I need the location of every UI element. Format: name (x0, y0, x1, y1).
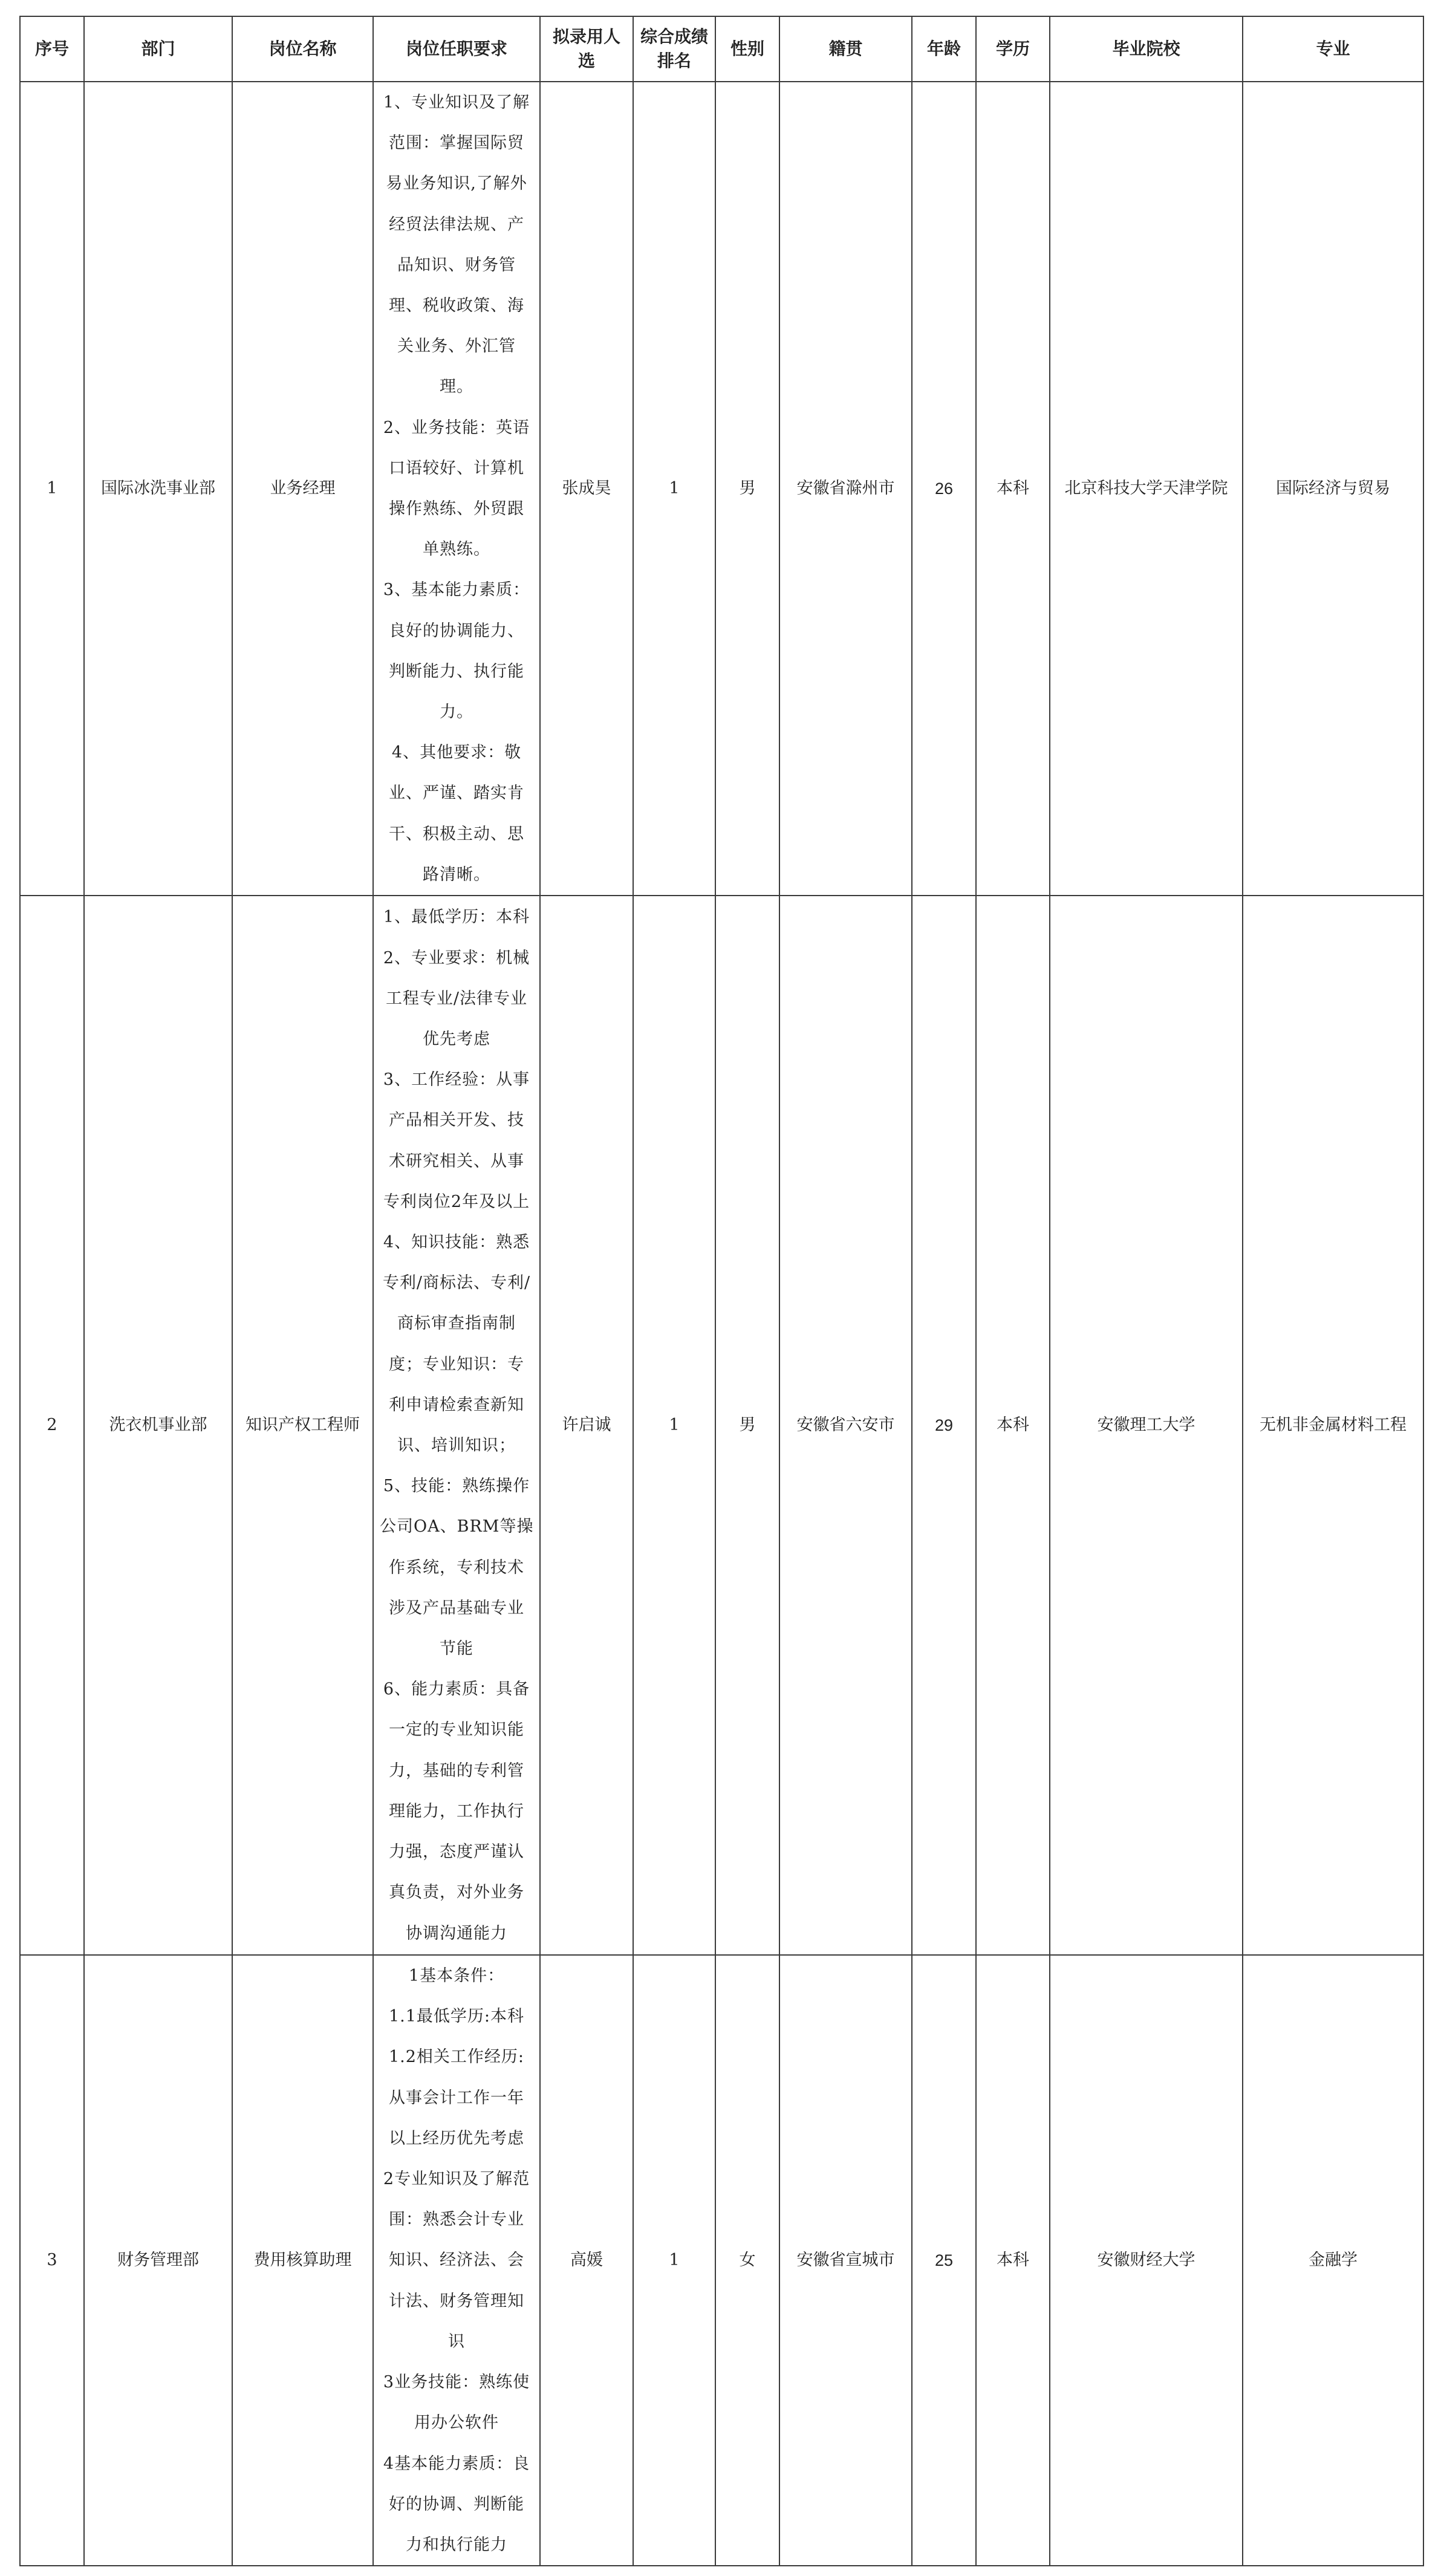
requirement-line: 力强，态度严谨认 (389, 1843, 524, 1862)
requirement-line: 易业务知识,了解外 (386, 174, 527, 194)
requirement-line: 专利/商标法、专利/ (382, 1273, 531, 1293)
cell-candidate: 高媛 (540, 1955, 633, 2566)
cell-hometown: 安徽省宣城市 (779, 1955, 912, 2566)
header-school: 毕业院校 (1050, 16, 1243, 82)
requirement-line: 一定的专业知识能 (389, 1720, 524, 1740)
requirement-line: 专利岗位2年及以上 (383, 1192, 530, 1211)
cell-department: 洗衣机事业部 (84, 896, 232, 1955)
requirement-line: 3、工作经验：从事 (383, 1070, 530, 1090)
requirement-line: 品知识、财务管 (397, 255, 516, 275)
header-gender: 性别 (715, 16, 779, 82)
requirement-line: 公司OA、BRM等操 (380, 1517, 534, 1537)
requirement-line: 节能 (440, 1639, 473, 1659)
requirement-line: 判断能力、执行能 (389, 662, 524, 681)
header-requirements: 岗位任职要求 (373, 16, 540, 82)
table-row (20, 82, 1423, 896)
requirement-line: 协调沟通能力 (406, 1924, 507, 1943)
requirement-line: 理、税收政策、海 (389, 296, 524, 316)
cell-age: 26 (912, 82, 976, 896)
cell-school: 北京科技大学天津学院 (1050, 82, 1243, 896)
requirement-line: 1.1最低学历:本科 (388, 2007, 525, 2026)
table-row (20, 896, 1423, 1955)
requirement-line: 度；专业知识：专 (389, 1355, 524, 1374)
cell-position: 费用核算助理 (232, 1955, 373, 2566)
requirement-line: 经贸法律法规、产 (389, 215, 524, 234)
requirement-line: 路清晰。 (423, 865, 490, 884)
requirement-line: 识、培训知识； (397, 1436, 516, 1456)
cell-major: 无机非金属材料工程 (1243, 896, 1423, 1955)
cell-rank: 1 (633, 1955, 715, 2566)
cell-school: 安徽理工大学 (1050, 896, 1243, 1955)
cell-candidate: 许启诚 (540, 896, 633, 1955)
header-age: 年龄 (912, 16, 976, 82)
cell-gender: 男 (715, 82, 779, 896)
requirement-line: 围：熟悉会计专业 (389, 2210, 524, 2230)
header-candidate: 拟录用人选 (540, 16, 633, 82)
cell-age: 29 (912, 896, 976, 1955)
cell-requirements (373, 82, 540, 896)
requirement-line: 3业务技能：熟练使 (383, 2373, 530, 2392)
cell-major: 金融学 (1243, 1955, 1423, 2566)
requirement-line: 单熟练。 (423, 540, 490, 559)
requirement-line: 好的协调、判断能 (389, 2494, 524, 2514)
cell-education: 本科 (976, 82, 1050, 896)
cell-education: 本科 (976, 1955, 1050, 2566)
requirement-line: 从事会计工作一年 (389, 2088, 524, 2107)
requirement-line: 力。 (440, 703, 473, 722)
cell-hometown: 安徽省滁州市 (779, 82, 912, 896)
header-hometown: 籍贯 (779, 16, 912, 82)
cell-hometown: 安徽省六安市 (779, 896, 912, 1955)
requirement-line: 作系统，专利技术 (389, 1558, 524, 1577)
requirement-line: 理能力，工作执行 (389, 1801, 524, 1821)
requirement-line: 4基本能力素质：良 (383, 2454, 530, 2473)
requirement-line: 力，基础的专利管 (389, 1761, 524, 1780)
cell-candidate: 张成昊 (540, 82, 633, 896)
header-position: 岗位名称 (232, 16, 373, 82)
requirement-line: 4、知识技能：熟悉 (383, 1233, 530, 1252)
requirement-line: 业、严谨、踏实肯 (389, 784, 524, 803)
cell-department: 国际冰洗事业部 (84, 82, 232, 896)
table-row (20, 1955, 1423, 2566)
cell-rank: 1 (633, 82, 715, 896)
requirement-line: 优先考虑 (423, 1030, 490, 1049)
requirement-line: 口语较好、计算机 (389, 458, 524, 478)
requirement-line: 理。 (440, 377, 473, 397)
requirement-line: 以上经历优先考虑 (389, 2129, 524, 2148)
cell-gender: 女 (715, 1955, 779, 2566)
requirement-line: 6、能力素质：具备 (383, 1680, 530, 1699)
cell-gender: 男 (715, 896, 779, 1955)
cell-seq: 2 (20, 896, 84, 1955)
cell-rank: 1 (633, 896, 715, 1955)
requirement-line: 2专业知识及了解范 (383, 2170, 530, 2189)
cell-school: 安徽财经大学 (1050, 1955, 1243, 2566)
requirement-line: 干、积极主动、思 (389, 824, 524, 844)
requirement-line: 商标审查指南制 (397, 1314, 516, 1333)
requirement-line: 力和执行能力 (406, 2535, 507, 2554)
cell-seq: 1 (20, 82, 84, 896)
header-department: 部门 (84, 16, 232, 82)
requirement-line: 范围：掌握国际贸 (389, 134, 524, 153)
requirement-line: 2、专业要求：机械 (383, 948, 530, 968)
requirement-line: 利申请检索查新知 (389, 1395, 524, 1414)
requirement-line: 操作熟练、外贸跟 (389, 499, 524, 519)
cell-seq: 3 (20, 1955, 84, 2566)
requirement-line: 4、其他要求：敬 (391, 743, 522, 763)
cell-department: 财务管理部 (84, 1955, 232, 2566)
requirement-line: 真负责，对外业务 (389, 1883, 524, 1902)
requirement-line: 1、专业知识及了解 (383, 93, 530, 112)
header-major: 专业 (1243, 16, 1423, 82)
requirement-line: 知识、经济法、会 (389, 2251, 524, 2270)
requirement-line: 识 (448, 2332, 465, 2351)
table-body (20, 82, 1423, 2566)
requirement-line: 术研究相关、从事 (389, 1151, 524, 1171)
requirement-line: 工程专业/法律专业 (385, 989, 528, 1008)
cell-education: 本科 (976, 896, 1050, 1955)
cell-major: 国际经济与贸易 (1243, 82, 1423, 896)
requirement-line: 关业务、外汇管 (397, 337, 516, 356)
cell-position: 业务经理 (232, 82, 373, 896)
hiring-roster-table (19, 16, 1424, 2566)
table-header (20, 16, 1423, 82)
requirement-line: 5、技能：熟练操作 (383, 1477, 530, 1496)
requirement-line: 1、最低学历：本科 (383, 908, 530, 927)
cell-requirements (373, 1955, 540, 2566)
requirement-line: 2、业务技能：英语 (383, 418, 530, 437)
requirement-line: 1基本条件： (408, 1966, 505, 1986)
cell-requirements (373, 896, 540, 1955)
requirement-line: 良好的协调能力、 (389, 621, 524, 640)
header-rank: 综合成绩排名 (633, 16, 715, 82)
requirement-line: 3、基本能力素质： (383, 581, 530, 600)
header-education: 学历 (976, 16, 1050, 82)
requirement-line: 涉及产品基础专业 (389, 1598, 524, 1618)
requirement-line: 用办公软件 (414, 2413, 499, 2433)
cell-age: 25 (912, 1955, 976, 2566)
requirement-line: 产品相关开发、技 (389, 1111, 524, 1130)
header-row (20, 16, 1423, 82)
header-seq: 序号 (20, 16, 84, 82)
requirement-line: 1.2相关工作经历: (388, 2047, 525, 2067)
requirement-line: 计法、财务管理知 (389, 2291, 524, 2311)
cell-position: 知识产权工程师 (232, 896, 373, 1955)
